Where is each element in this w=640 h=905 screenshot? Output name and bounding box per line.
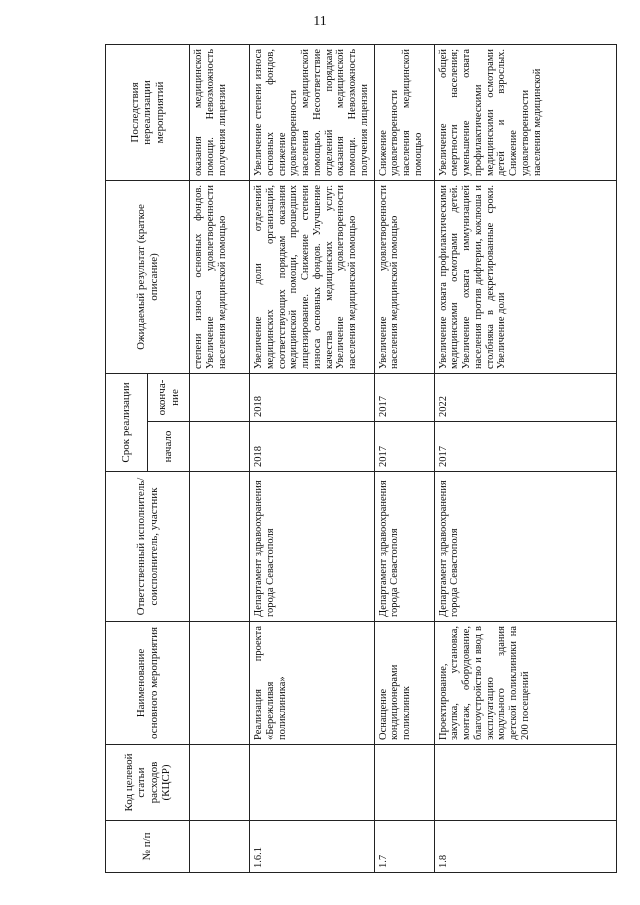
- header-kcsr: Код целевой статьи расходов (КЦСР): [106, 745, 190, 821]
- table-row: [250, 44, 375, 872]
- cell-consequences: Увеличение общей смертности населения; уменьшение охвата профилактическими медицинскими осмотрами детей и взрослых. Снижение удовлетворенности населения медицинской: [434, 44, 617, 180]
- cell-end: [190, 373, 250, 421]
- header-period: Срок реализации: [106, 373, 148, 471]
- cell-kcsr: [250, 745, 375, 821]
- page-number: 11: [313, 14, 327, 29]
- cell-consequences: Снижение удовлетворенности населения медицинской помощью: [374, 44, 434, 180]
- rotated-table-container: [105, 45, 617, 873]
- header-num: № п/п: [106, 821, 190, 873]
- cell-consequences: оказания медицинской помощи. Невозможность получения лицензии: [190, 44, 250, 180]
- cell-num: [190, 821, 250, 873]
- cell-start: 2017: [434, 422, 617, 472]
- activities-table: [105, 44, 617, 873]
- cell-responsible: Департамент здравоохранения города Севастополя: [250, 472, 375, 622]
- cell-consequences: Увеличение степени износа основных фондов, снижение удовлетворенности населения медицинской помощью. Несоответствие отделений порядкам оказания медицинской помощи. Невозможность получения лицензии: [250, 44, 375, 180]
- cell-end: 2018: [250, 373, 375, 421]
- cell-start: [190, 422, 250, 472]
- cell-start: 2017: [374, 422, 434, 472]
- cell-result: Увеличение охвата профилактическими медицинскими осмотрами детей. Увеличение охвата иммунизацией населения против дифтерии, коклюша и столбняка в декретированные сроки. Увеличение доли: [434, 180, 617, 373]
- cell-result: Увеличение удовлетворенности населения медицинской помощью: [374, 180, 434, 373]
- cell-result: Увеличение доли отделений медицинских организаций, соответствующих порядкам оказания медицинской помощи, прошедших лицензирование. Снижение степени износа основных фондов. Улучшение качества медицинских услуг. Увеличение удовлетворенности населения медицинской помощью: [250, 180, 375, 373]
- cell-num: 1.6.1: [250, 821, 375, 873]
- cell-name: Реализация проекта «Бережливая поликлиника»: [250, 622, 375, 745]
- cell-num: 1.7: [374, 821, 434, 873]
- cell-kcsr: [434, 745, 617, 821]
- table-row: [190, 44, 250, 872]
- header-consequences: Последствия нереализации мероприятий: [106, 44, 190, 180]
- cell-start: 2018: [250, 422, 375, 472]
- cell-end: 2017: [374, 373, 434, 421]
- cell-responsible: [190, 472, 250, 622]
- cell-responsible: Департамент здравоохранения города Севастополя: [434, 472, 617, 622]
- cell-name: Оснащение кондиционерами поликлиник: [374, 622, 434, 745]
- cell-end: 2022: [434, 373, 617, 421]
- header-responsible: Ответственный исполнитель/ соисполнитель, участник: [106, 472, 190, 622]
- cell-kcsr: [190, 745, 250, 821]
- header-result: Ожидаемый результат (краткое описание): [106, 180, 190, 373]
- table-row: [374, 44, 434, 872]
- cell-responsible: Департамент здравоохранения города Севастополя: [374, 472, 434, 622]
- header-row: [106, 44, 148, 872]
- header-end: оконча-ние: [148, 373, 190, 421]
- cell-name: [190, 622, 250, 745]
- table-row: [434, 44, 617, 872]
- header-name: Наименование основного мероприятия: [106, 622, 190, 745]
- cell-kcsr: [374, 745, 434, 821]
- header-start: начало: [148, 422, 190, 472]
- cell-num: 1.8: [434, 821, 617, 873]
- cell-result: степени износа основных фондов. Увеличение удовлетворенности населения медицинской помощью: [190, 180, 250, 373]
- cell-name: Проектирование, закупка, установка, монтаж, оборудование, благоустройство и ввод в эксплуатацию модульного здания детской поликлиники на 200 посещений: [434, 622, 617, 745]
